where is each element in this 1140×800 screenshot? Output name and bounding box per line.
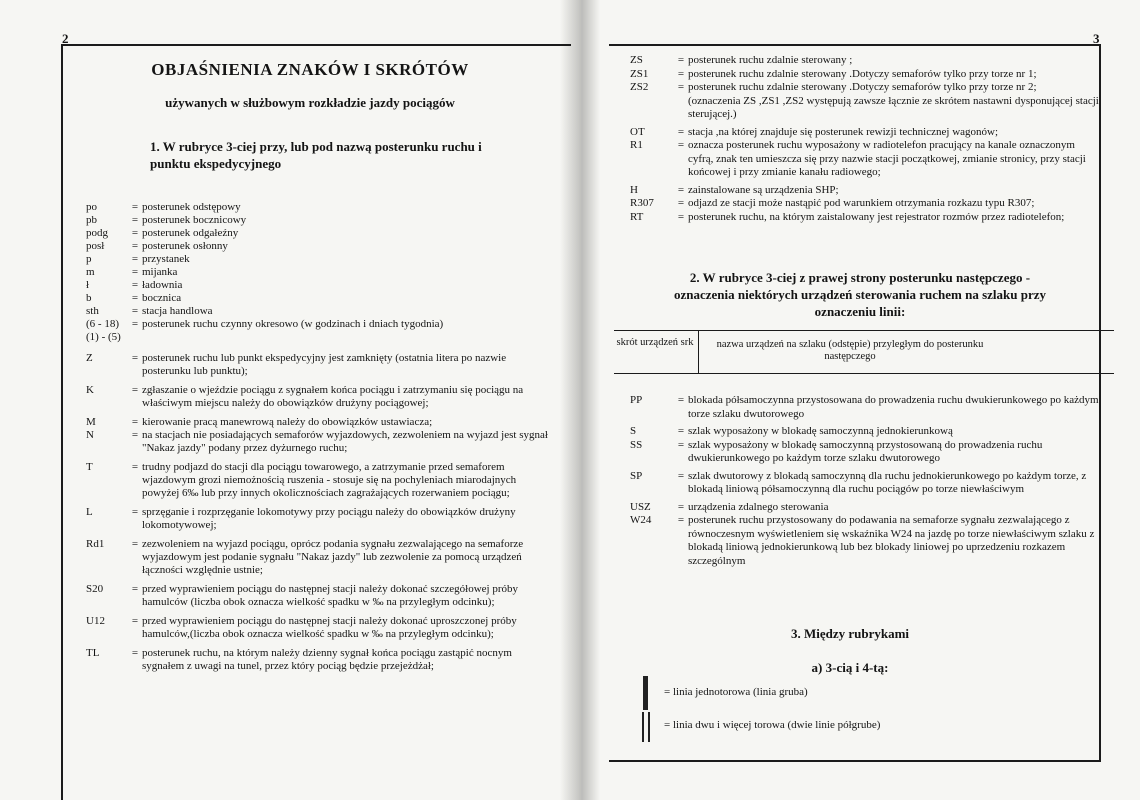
definition: posterunek ruchu zdalnie sterowany ;	[688, 54, 853, 66]
abbreviation: posł	[86, 240, 105, 252]
equals-sign: =	[131, 214, 139, 226]
equals-sign: =	[131, 538, 139, 550]
abbreviation: M	[86, 416, 96, 428]
equals-sign: =	[131, 305, 139, 317]
definition: posterunek ruchu lub punkt ekspedycyjny jest zamknięty (ostatnia litera po nazwie posterunku lub punktu);	[142, 352, 507, 377]
equals-sign: =	[131, 227, 139, 239]
equals-sign: =	[677, 425, 685, 437]
equals-sign	[128, 331, 142, 344]
single-track-line-symbol	[643, 676, 648, 710]
equals-sign: =	[131, 352, 139, 364]
definition: posterunek ruchu czynny okresowo (w godzinach i dniach tygodnia)	[142, 318, 444, 330]
equals-sign: =	[677, 210, 685, 223]
abbreviation: U12	[86, 615, 105, 627]
double-track-label: = linia dwu i więcej torowa (dwie linie półgrube)	[664, 719, 881, 731]
equals-sign: =	[131, 429, 139, 441]
abbreviation: (1) - (5)	[86, 331, 121, 343]
list-item	[630, 54, 1100, 68]
definition: posterunek odstępowy	[142, 201, 241, 213]
definition: posterunek ruchu, na którym zaistalowany jest rejestrator rozmów przez radiotelefon;	[688, 210, 1065, 223]
abbreviation: SP	[630, 469, 643, 482]
equals-sign: =	[677, 67, 685, 80]
definition: szlak wyposażony w blokadę samoczynną jednokierunkową	[688, 425, 953, 437]
list-item	[630, 425, 1100, 439]
single-track-label: = linia jednotorowa (linia gruba)	[664, 686, 808, 698]
list-item	[630, 197, 1100, 211]
abbreviation: podg	[86, 227, 108, 239]
section-3a-heading: a) 3-cią i 4-tą:	[811, 660, 889, 675]
list-item	[630, 394, 1100, 421]
definition: (oznaczenia ZS ,ZS1 ,ZS2 występują zawsze łącznie ze skrótem nastawni dysponującej stacji sterującej.)	[688, 94, 1099, 120]
abbreviation: R307	[630, 197, 654, 209]
double-track-line-symbol-b	[648, 712, 650, 742]
list-item	[86, 384, 548, 410]
abbreviation: N	[86, 429, 94, 441]
list-item	[86, 240, 548, 253]
definition: zainstalowane są urządzenia SHP;	[688, 183, 839, 196]
definition: sprzęganie i rozprzęganie lokomotywy przy pociągu należy do obowiązków drużyny lokomotywowej;	[142, 506, 516, 531]
double-track-line-symbol-a	[642, 712, 644, 742]
abbreviation: (6 - 18)	[86, 318, 119, 330]
list-item	[630, 514, 1100, 568]
list-item	[630, 139, 1100, 180]
table-col-abbr: skrót urządzeń srk	[616, 337, 694, 348]
definition	[142, 331, 548, 344]
definition: ładownia	[142, 279, 183, 291]
definition: przystanek	[142, 253, 190, 265]
equals-sign: =	[677, 514, 685, 526]
list-item	[630, 211, 1100, 225]
equals-sign: =	[677, 125, 685, 138]
abbreviation: S	[630, 425, 637, 437]
list-item	[630, 126, 1100, 140]
list-item	[86, 461, 548, 500]
definition: kierowanie pracą manewrową należy do obowiązków ustawiacza;	[142, 416, 433, 428]
abbreviation: OT	[630, 125, 645, 138]
abbreviation: Rd1	[86, 538, 105, 550]
abbreviation: Z	[86, 352, 93, 364]
list-item	[86, 279, 548, 292]
abbreviation: SS	[630, 438, 643, 451]
definition: oznacza posterunek ruchu wyposażony w radiotelefon pracujący na kanale oznaczonym cyfrą, znak ten umieszcza się przy nazwie stacji początkowej, zmianie stronicy, przy stacji końcowej i przy zmianie kanału radiowego;	[688, 139, 1086, 178]
srk-table-header	[614, 330, 1114, 374]
abbreviation	[630, 95, 674, 122]
page-subtitle: używanych w służbowym rozkładzie jazdy pociągów	[165, 95, 455, 110]
equals-sign: =	[131, 292, 139, 304]
equals-sign: =	[131, 318, 139, 330]
list-item	[630, 81, 1100, 95]
list-item	[86, 305, 548, 318]
abbreviation: R1	[630, 139, 643, 151]
abbreviation: T	[86, 461, 93, 473]
definition: stacja handlowa	[142, 305, 213, 317]
equals-sign: =	[131, 240, 139, 252]
abbreviation: ZS1	[630, 67, 649, 80]
section-1-heading: 1. W rubryce 3-ciej przy, lub pod nazwą posterunku ruchu i punktu ekspedycyjnego	[150, 139, 482, 171]
equals-sign: =	[131, 384, 139, 396]
list-item	[630, 470, 1100, 497]
abbreviation: K	[86, 384, 94, 396]
equals-sign: =	[677, 394, 685, 406]
definition: stacja ,na której znajduje się posterunek rewizji technicznej wagonów;	[688, 125, 999, 138]
abbreviation: RT	[630, 210, 644, 223]
abbreviation: m	[86, 266, 95, 278]
definition: szlak wyposażony w blokadę samoczynną przystosowaną do prowadzenia ruchu dwukierunkowego po każdym torze szlaku dwutorowego	[688, 438, 1043, 464]
list-item	[86, 292, 548, 305]
list-item	[86, 583, 548, 609]
equals-sign: =	[677, 438, 685, 451]
equals-sign: =	[677, 139, 685, 151]
page-title: OBJAŚNIENIA ZNAKÓW I SKRÓTÓW	[151, 60, 469, 79]
definition: bocznica	[142, 292, 182, 304]
abbreviation: ł	[86, 279, 90, 291]
equals-sign: =	[131, 647, 139, 659]
list-item	[86, 416, 548, 429]
definition: zezwoleniem na wyjazd pociągu, oprócz podania sygnału zezwalającego na semaforze wyjazdowym jest podanie sygnału "Nakaz jazdy" lub zezwolenie za pomocą urządzeń łączności względnie ustnie;	[142, 538, 524, 576]
page-number-left: 2	[62, 31, 69, 46]
right-abbreviation-list-bottom	[630, 394, 1100, 568]
definition: odjazd ze stacji może nastąpić pod warunkiem otrzymania rozkazu typu R307;	[688, 197, 1035, 209]
list-item	[86, 214, 548, 227]
list-item	[630, 501, 1100, 515]
equals-sign: =	[677, 81, 685, 93]
abbreviation: pb	[86, 214, 97, 226]
abbreviation: S20	[86, 583, 104, 595]
list-item	[86, 266, 548, 279]
definition: trudny podjazd do stacji dla pociągu towarowego, a zatrzymanie przed semaforem wjazdowym grozi niemożnością ruszenia - stosuje się na pochyleniach miarodajnych powyżej 6‰ lub przy innych okolicznościach zagrażających rozerwaniem pociągu;	[142, 461, 517, 499]
list-item	[630, 439, 1100, 466]
list-item	[86, 331, 548, 344]
list-item	[86, 352, 548, 378]
abbreviation: p	[86, 253, 92, 265]
definition: posterunek bocznicowy	[142, 214, 247, 226]
list-item	[86, 227, 548, 240]
section-3-heading: 3. Między rubrykami	[790, 626, 910, 641]
list-item	[630, 95, 1100, 122]
definition: szlak dwutorowy z blokadą samoczynną dla ruchu jednokierunkowego po każdym torze, z blokadą liniową półsamoczynną dla ruchu pociągów po torze niewłaściwym	[688, 469, 1087, 495]
equals-sign: =	[677, 197, 685, 209]
list-item	[86, 538, 548, 577]
equals-sign: =	[131, 416, 139, 428]
definition: posterunek osłonny	[142, 240, 228, 252]
left-abbreviation-list	[86, 201, 548, 673]
equals-sign: =	[131, 253, 139, 265]
page-number-right: 3	[1093, 31, 1100, 46]
definition: przed wyprawieniem pociągu do następnej stacji należy dokonać szczegółowej próby hamulców (liczba obok oznacza wielkość spadku w ‰ na przyległym odcinku);	[142, 583, 518, 608]
abbreviation: po	[86, 201, 97, 213]
list-item	[86, 201, 548, 214]
definition: posterunek ruchu zdalnie sterowany .Dotyczy semaforów tylko przy torze nr 2;	[688, 81, 1037, 93]
equals-sign: =	[131, 266, 139, 278]
equals-sign: =	[677, 500, 685, 513]
equals-sign: =	[131, 461, 139, 473]
definition: mijanka	[142, 266, 178, 278]
equals-sign: =	[677, 469, 685, 482]
equals-sign: =	[131, 279, 139, 291]
list-item	[86, 647, 548, 673]
list-item	[630, 68, 1100, 82]
abbreviation: ZS2	[630, 81, 649, 93]
equals-sign: =	[131, 201, 139, 213]
definition: na stacjach nie posiadających semaforów wyjazdowych, zezwoleniem na wyjazd jest sygnał "Nakaz jazdy" podany przez dyżurnego ruchu;	[142, 429, 548, 454]
equals-sign: =	[131, 506, 139, 518]
definition: zgłaszanie o wjeździe pociągu z sygnałem końca pociągu i zatrzymaniu się pociągu na właściwym miejscu należy do obowiązków drużyny pociągowej;	[142, 384, 524, 409]
abbreviation: PP	[630, 394, 643, 406]
definition: urządzenia zdalnego sterowania	[688, 500, 829, 513]
equals-sign	[674, 95, 688, 122]
abbreviation: H	[630, 183, 638, 196]
table-divider	[698, 331, 699, 374]
abbreviation: USZ	[630, 500, 651, 513]
abbreviation: sth	[86, 305, 99, 317]
definition: przed wyprawieniem pociągu do następnej stacji należy dokonać uproszczonej próby hamulców,(liczba obok oznacza wielkość spadku w ‰ na przyległym odcinku);	[142, 615, 517, 640]
definition: posterunek ruchu przystosowany do podawania na semaforze sygnału zezwalającego z równoczesnym wyświetleniem się wskaźnika W24 na jazdę po torze niewłaściwym szlaku z blokadą liniową jednokierunkową lub bez blokady liniowej po uprzedzeniu rozkazem szczególnym	[688, 514, 1095, 567]
definition: blokada półsamoczynna przystosowana do prowadzenia ruchu dwukierunkowego po każdym torze szlaku dwutorowego	[688, 394, 1099, 420]
abbreviation: ZS	[630, 54, 643, 66]
abbreviation: L	[86, 506, 93, 518]
list-item	[86, 615, 548, 641]
list-item	[86, 429, 548, 455]
list-item	[86, 318, 548, 331]
equals-sign: =	[677, 183, 685, 196]
definition: posterunek ruchu zdalnie sterowany .Dotyczy semaforów tylko przy torze nr 1;	[688, 67, 1037, 80]
equals-sign: =	[677, 54, 685, 66]
right-abbreviation-list-top	[630, 54, 1100, 224]
definition: posterunek odgałeźny	[142, 227, 239, 239]
equals-sign: =	[131, 583, 139, 595]
abbreviation: b	[86, 292, 92, 304]
equals-sign: =	[131, 615, 139, 627]
list-item	[86, 506, 548, 532]
table-col-name: nazwa urządzeń na szlaku (odstępie) przyległym do posterunku następczego	[716, 339, 984, 362]
abbreviation: TL	[86, 647, 100, 659]
list-item	[86, 253, 548, 266]
section-2-heading: 2. W rubryce 3-ciej z prawej strony posterunku następczego - oznaczenia niektórych urządzeń sterowania ruchem na szlaku przy oznaczeniu linii:	[673, 270, 1047, 319]
abbreviation: W24	[630, 514, 652, 526]
definition: posterunek ruchu, na którym należy dzienny sygnał końca pociągu zastąpić nocnym sygnałem z uwagi na tunel, przez który pociąg będzie przejeżdżał;	[142, 647, 512, 672]
list-item	[630, 184, 1100, 198]
